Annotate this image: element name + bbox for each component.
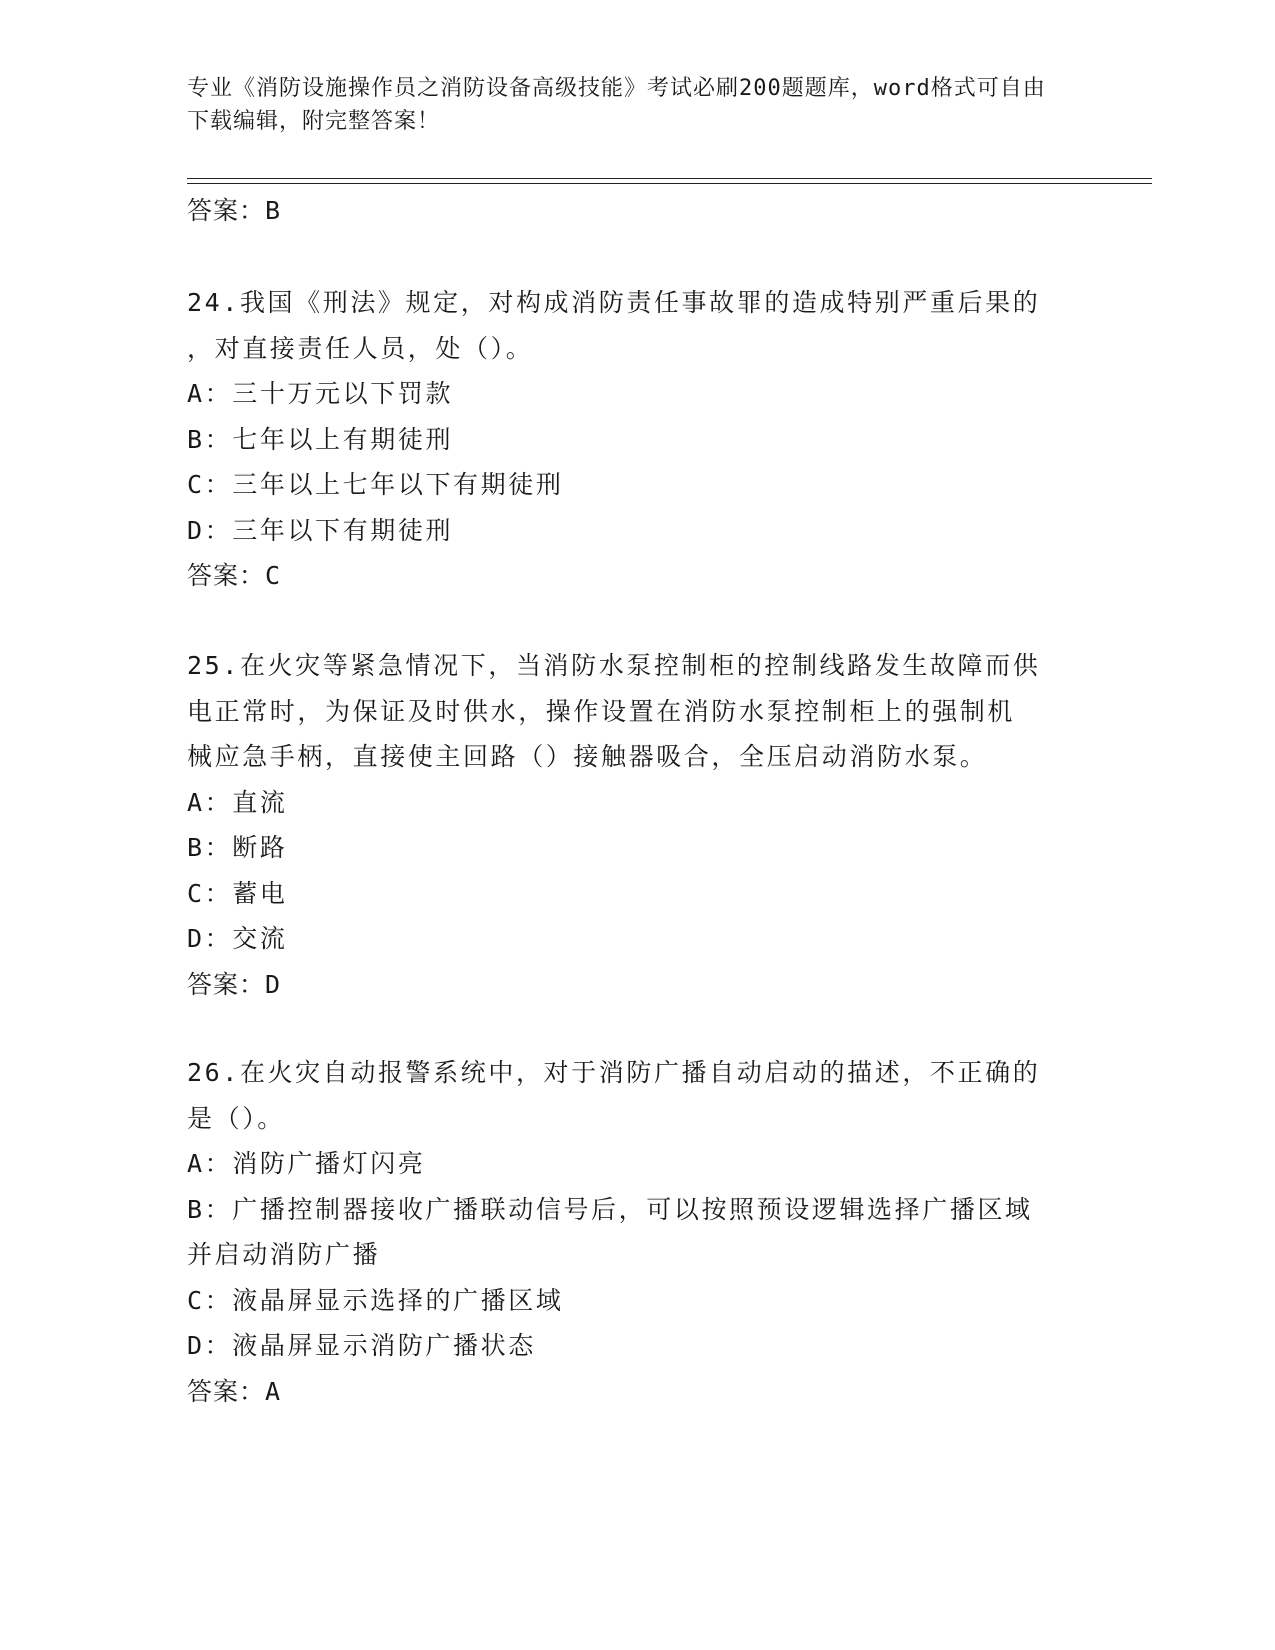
option-b-continued-text: 并启动消防广播 [187,1240,381,1269]
option-c: C：液晶屏显示选择的广播区域 [187,1285,564,1315]
answer: 答案：A [187,1376,282,1406]
question-text-line: 电正常时，为保证及时供水，操作设置在消防水泵控制柜上的强制机 [187,696,1016,726]
option-b: B：广播控制器接收广播联动信号后，可以按照预设逻辑选择广播区域 [187,1194,1033,1224]
option-a: A：直流 [187,787,288,817]
option-d: D：交流 [187,924,288,953]
document-header [187,72,1067,138]
answer: 答案：D [187,969,282,999]
option-b: B：七年以上有期徒刑 [187,424,454,454]
question-text-line: 26.在火灾自动报警系统中，对于消防广播自动启动的描述，不正确的 [187,1058,1041,1087]
option-a: A：消防广播灯闪亮 [187,1149,426,1178]
header-text: 专业《消防设施操作员之消防设备高级技能》考试必刷200题题库，word格式可自由下载编辑，附完整答案！ [187,76,1046,134]
option-c: C：三年以上七年以下有期徒刑 [187,470,564,499]
option-d: D：三年以下有期徒刑 [187,515,454,545]
question-text-line: 械应急手柄，直接使主回路（）接触器吸合，全压启动消防水泵。 [187,742,988,771]
header-rule-bottom [187,183,1152,184]
answer: 答案：C [187,561,282,590]
question-26 [187,1050,1087,1414]
option-d: D：液晶屏显示消防广播状态 [187,1331,536,1360]
previous-answer: 答案：B [187,196,282,225]
question-24 [187,280,1087,598]
question-text-line: 25.在火灾等紧急情况下，当消防水泵控制柜的控制线路发生故障而供 [187,651,1041,680]
question-text-line: 是（）。 [187,1103,285,1133]
question-text-line: ，对直接责任人员，处（）。 [187,333,534,363]
question-25 [187,643,1087,1007]
option-c: C：蓄电 [187,878,288,908]
question-text-line: 24.我国《刑法》规定，对构成消防责任事故罪的造成特别严重后果的 [187,288,1041,317]
option-b-continued [187,1232,1087,1278]
header-rule-top [187,178,1152,179]
option-a: A：三十万元以下罚款 [187,379,454,408]
option-b: B：断路 [187,833,288,862]
